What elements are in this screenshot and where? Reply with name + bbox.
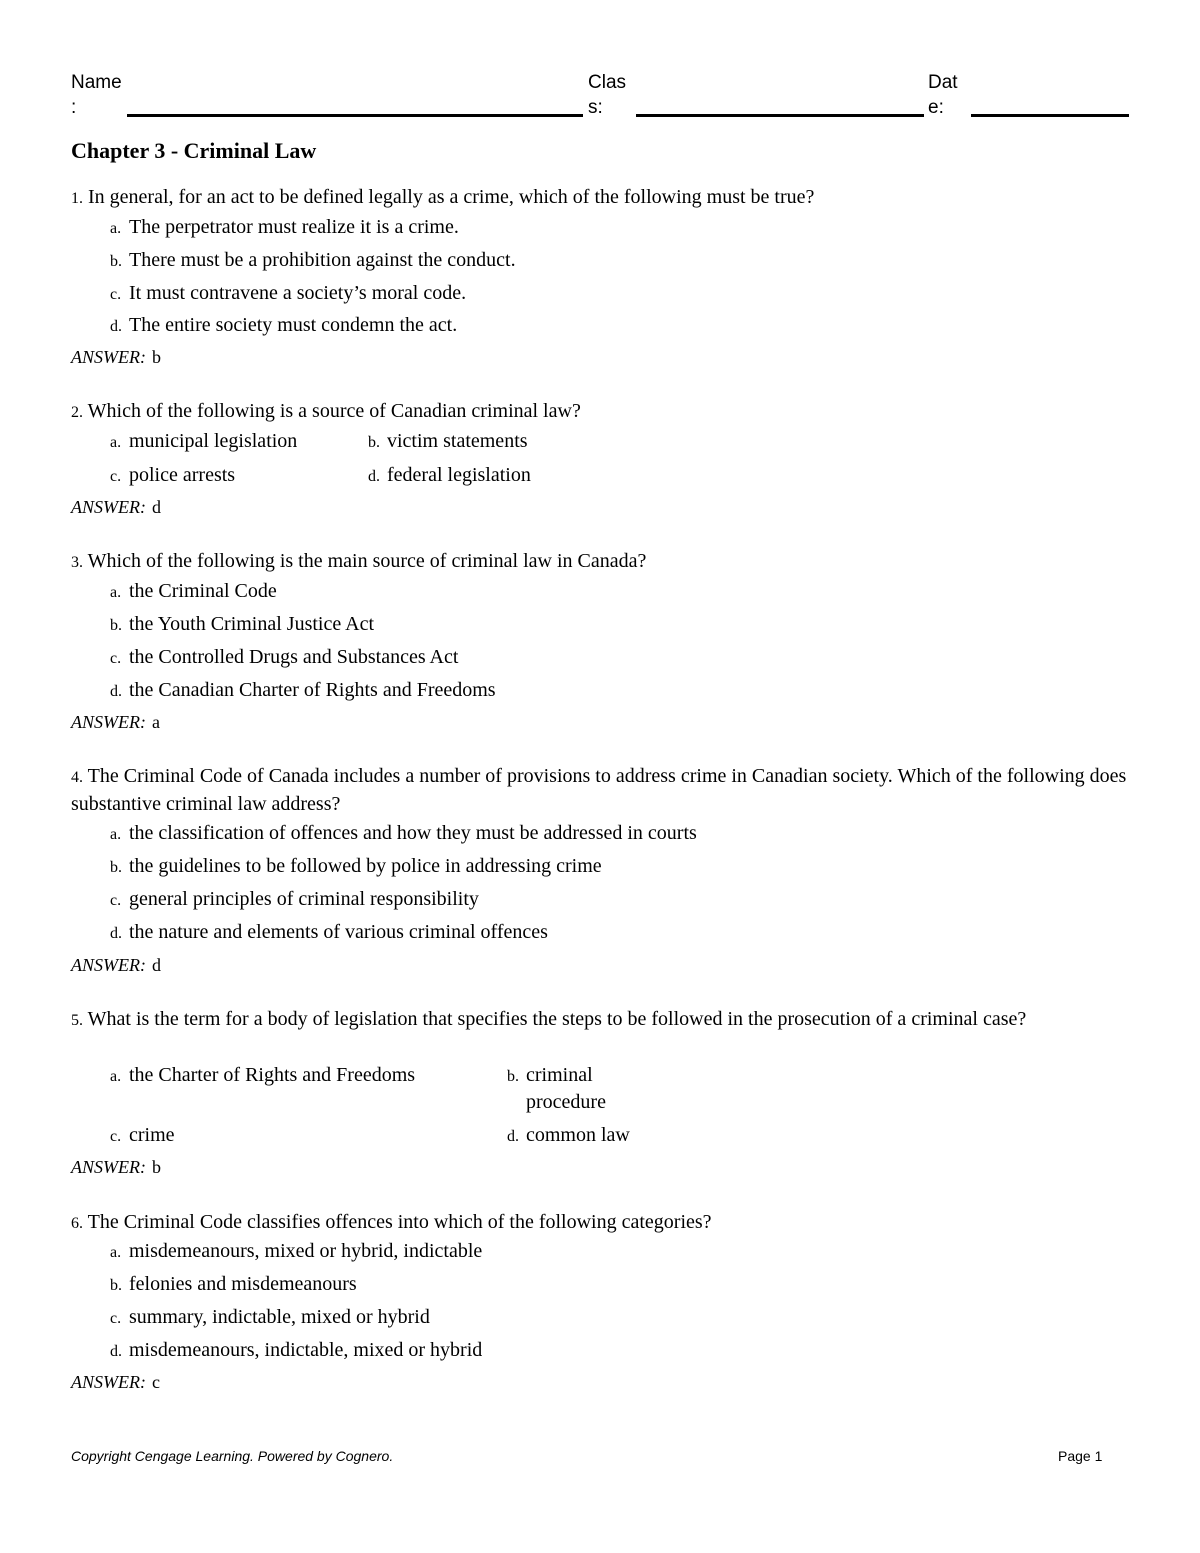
question-number: 6. [71,1215,83,1232]
question-text: Which of the following is a source of Canadian criminal law? [87,400,581,422]
option-text: criminal procedure [526,1064,606,1113]
option-text: There must be a prohibition against the conduct. [129,249,516,271]
option-letter: c. [110,286,122,303]
option-text: The entire society must condemn the act. [129,314,458,336]
option-letter: d. [110,683,122,700]
question-number: 5. [71,1012,83,1029]
option-letter: b. [110,859,122,876]
option-text: It must contravene a society’s moral code. [129,282,467,304]
answer-line [71,1155,161,1179]
option-text: crime [129,1124,175,1146]
option-a[interactable] [110,1238,482,1266]
option-letter: b. [110,617,122,634]
option-letter: b. [110,1277,122,1294]
chapter-title: Chapter 3 - Criminal Law [71,138,317,163]
option-d[interactable] [110,677,496,705]
option-letter: c. [110,468,122,485]
option-letter: b. [368,434,380,451]
question-stem [71,763,1131,818]
option-letter: a. [110,584,122,601]
question-text: The Criminal Code of Canada includes a number of provisions to address crime in Canadian society. Which of the following does substantive criminal law address? [71,765,1127,815]
question-stem [71,398,1131,426]
question-number: 1. [71,190,83,207]
copyright-footer: Copyright Cengage Learning. Powered by Cognero. [71,1448,394,1464]
option-a[interactable] [110,214,459,242]
option-letter: c. [110,650,122,667]
option-letter: c. [110,1310,122,1327]
option-b[interactable] [110,247,516,275]
option-letter: a. [110,220,122,237]
class-input-line[interactable] [636,114,924,117]
option-letter: c. [110,892,122,909]
option-text: general principles of criminal responsibility [129,888,479,910]
answer-line [71,495,161,519]
option-letter: b. [110,253,122,270]
answer-value: b [151,1157,161,1177]
answer-line [71,710,160,734]
option-letter: a. [110,826,122,843]
question-text: The Criminal Code classifies offences into which of the following categories? [87,1211,712,1233]
option-letter: d. [110,925,122,942]
answer-label: ANSWER: [71,955,146,975]
option-c[interactable] [110,1304,430,1332]
option-text: The perpetrator must realize it is a crime. [129,216,459,238]
option-letter: d. [507,1128,519,1145]
option-letter: a. [110,1244,122,1261]
answer-line [71,953,161,977]
answer-label: ANSWER: [71,347,146,367]
question-number: 3. [71,554,83,571]
option-b[interactable] [110,1271,357,1299]
name-label-colon: : [71,97,77,118]
option-text: misdemeanours, mixed or hybrid, indictable [129,1240,483,1262]
option-text: federal legislation [387,464,531,486]
question-text: What is the term for a body of legislation that specifies the steps to be followed in the prosecution of a criminal case? [87,1008,1027,1030]
option-b[interactable] [110,611,374,639]
page-number: Page 1 [1058,1448,1103,1464]
option-d[interactable] [110,919,548,947]
option-text: municipal legislation [129,430,298,452]
option-b[interactable] [368,428,528,456]
option-a[interactable] [110,578,277,606]
option-a[interactable] [110,1062,415,1090]
option-d[interactable] [110,1337,482,1365]
date-input-line[interactable] [971,114,1129,117]
answer-label: ANSWER: [71,712,146,732]
option-letter: c. [110,1128,122,1145]
question-stem [71,184,1131,212]
option-c[interactable] [110,462,235,490]
name-label: Name [71,72,122,93]
question-text: Which of the following is the main source of criminal law in Canada? [87,550,647,572]
option-c[interactable] [110,280,466,308]
answer-value: c [151,1372,160,1392]
option-text: common law [526,1124,630,1146]
question-stem [71,1209,1131,1237]
option-d[interactable] [507,1122,630,1150]
date-label: Dat [928,72,958,93]
option-letter: a. [110,1068,122,1085]
option-d[interactable] [110,312,457,340]
option-c[interactable] [110,644,458,672]
option-text: the classification of offences and how they must be addressed in courts [129,822,697,844]
answer-value: d [151,955,161,975]
option-d[interactable] [368,462,531,490]
answer-label: ANSWER: [71,1157,146,1177]
option-b[interactable] [110,853,602,881]
option-text: the nature and elements of various criminal offences [129,921,548,943]
option-text: felonies and misdemeanours [129,1273,357,1295]
option-text: the guidelines to be followed by police in addressing crime [129,855,602,877]
question-text: In general, for an act to be defined legally as a crime, which of the following must be true? [88,186,815,208]
option-text: the Youth Criminal Justice Act [129,613,374,635]
class-label: Clas [588,72,627,93]
answer-label: ANSWER: [71,497,146,517]
option-text: the Criminal Code [129,580,277,602]
option-b[interactable] [507,1062,636,1116]
option-text: summary, indictable, mixed or hybrid [129,1306,430,1328]
option-text: the Controlled Drugs and Substances Act [129,646,459,668]
option-c[interactable] [110,886,479,914]
option-letter: d. [110,1343,122,1360]
date-label-suffix: e: [928,97,944,118]
answer-line [71,1370,160,1394]
question-number: 4. [71,769,83,786]
option-a[interactable] [110,820,697,848]
option-text: misdemeanours, indictable, mixed or hybrid [129,1339,483,1361]
option-a[interactable] [110,428,297,456]
option-c[interactable] [110,1122,175,1150]
class-label-suffix: s: [588,97,603,118]
answer-value: d [151,497,161,517]
option-text: police arrests [129,464,236,486]
option-text: the Charter of Rights and Freedoms [129,1064,416,1086]
option-letter: d. [110,318,122,335]
option-letter: a. [110,434,122,451]
option-letter: b. [507,1068,519,1085]
answer-label: ANSWER: [71,1372,146,1392]
option-text: the Canadian Charter of Rights and Freedoms [129,679,496,701]
option-text: victim statements [387,430,528,452]
option-letter: d. [368,468,380,485]
question-stem [71,1006,1131,1034]
question-stem [71,548,1131,576]
answer-value: b [151,347,161,367]
name-input-line[interactable] [127,114,583,117]
question-number: 2. [71,404,83,421]
answer-value: a [151,712,160,732]
answer-line [71,345,161,369]
